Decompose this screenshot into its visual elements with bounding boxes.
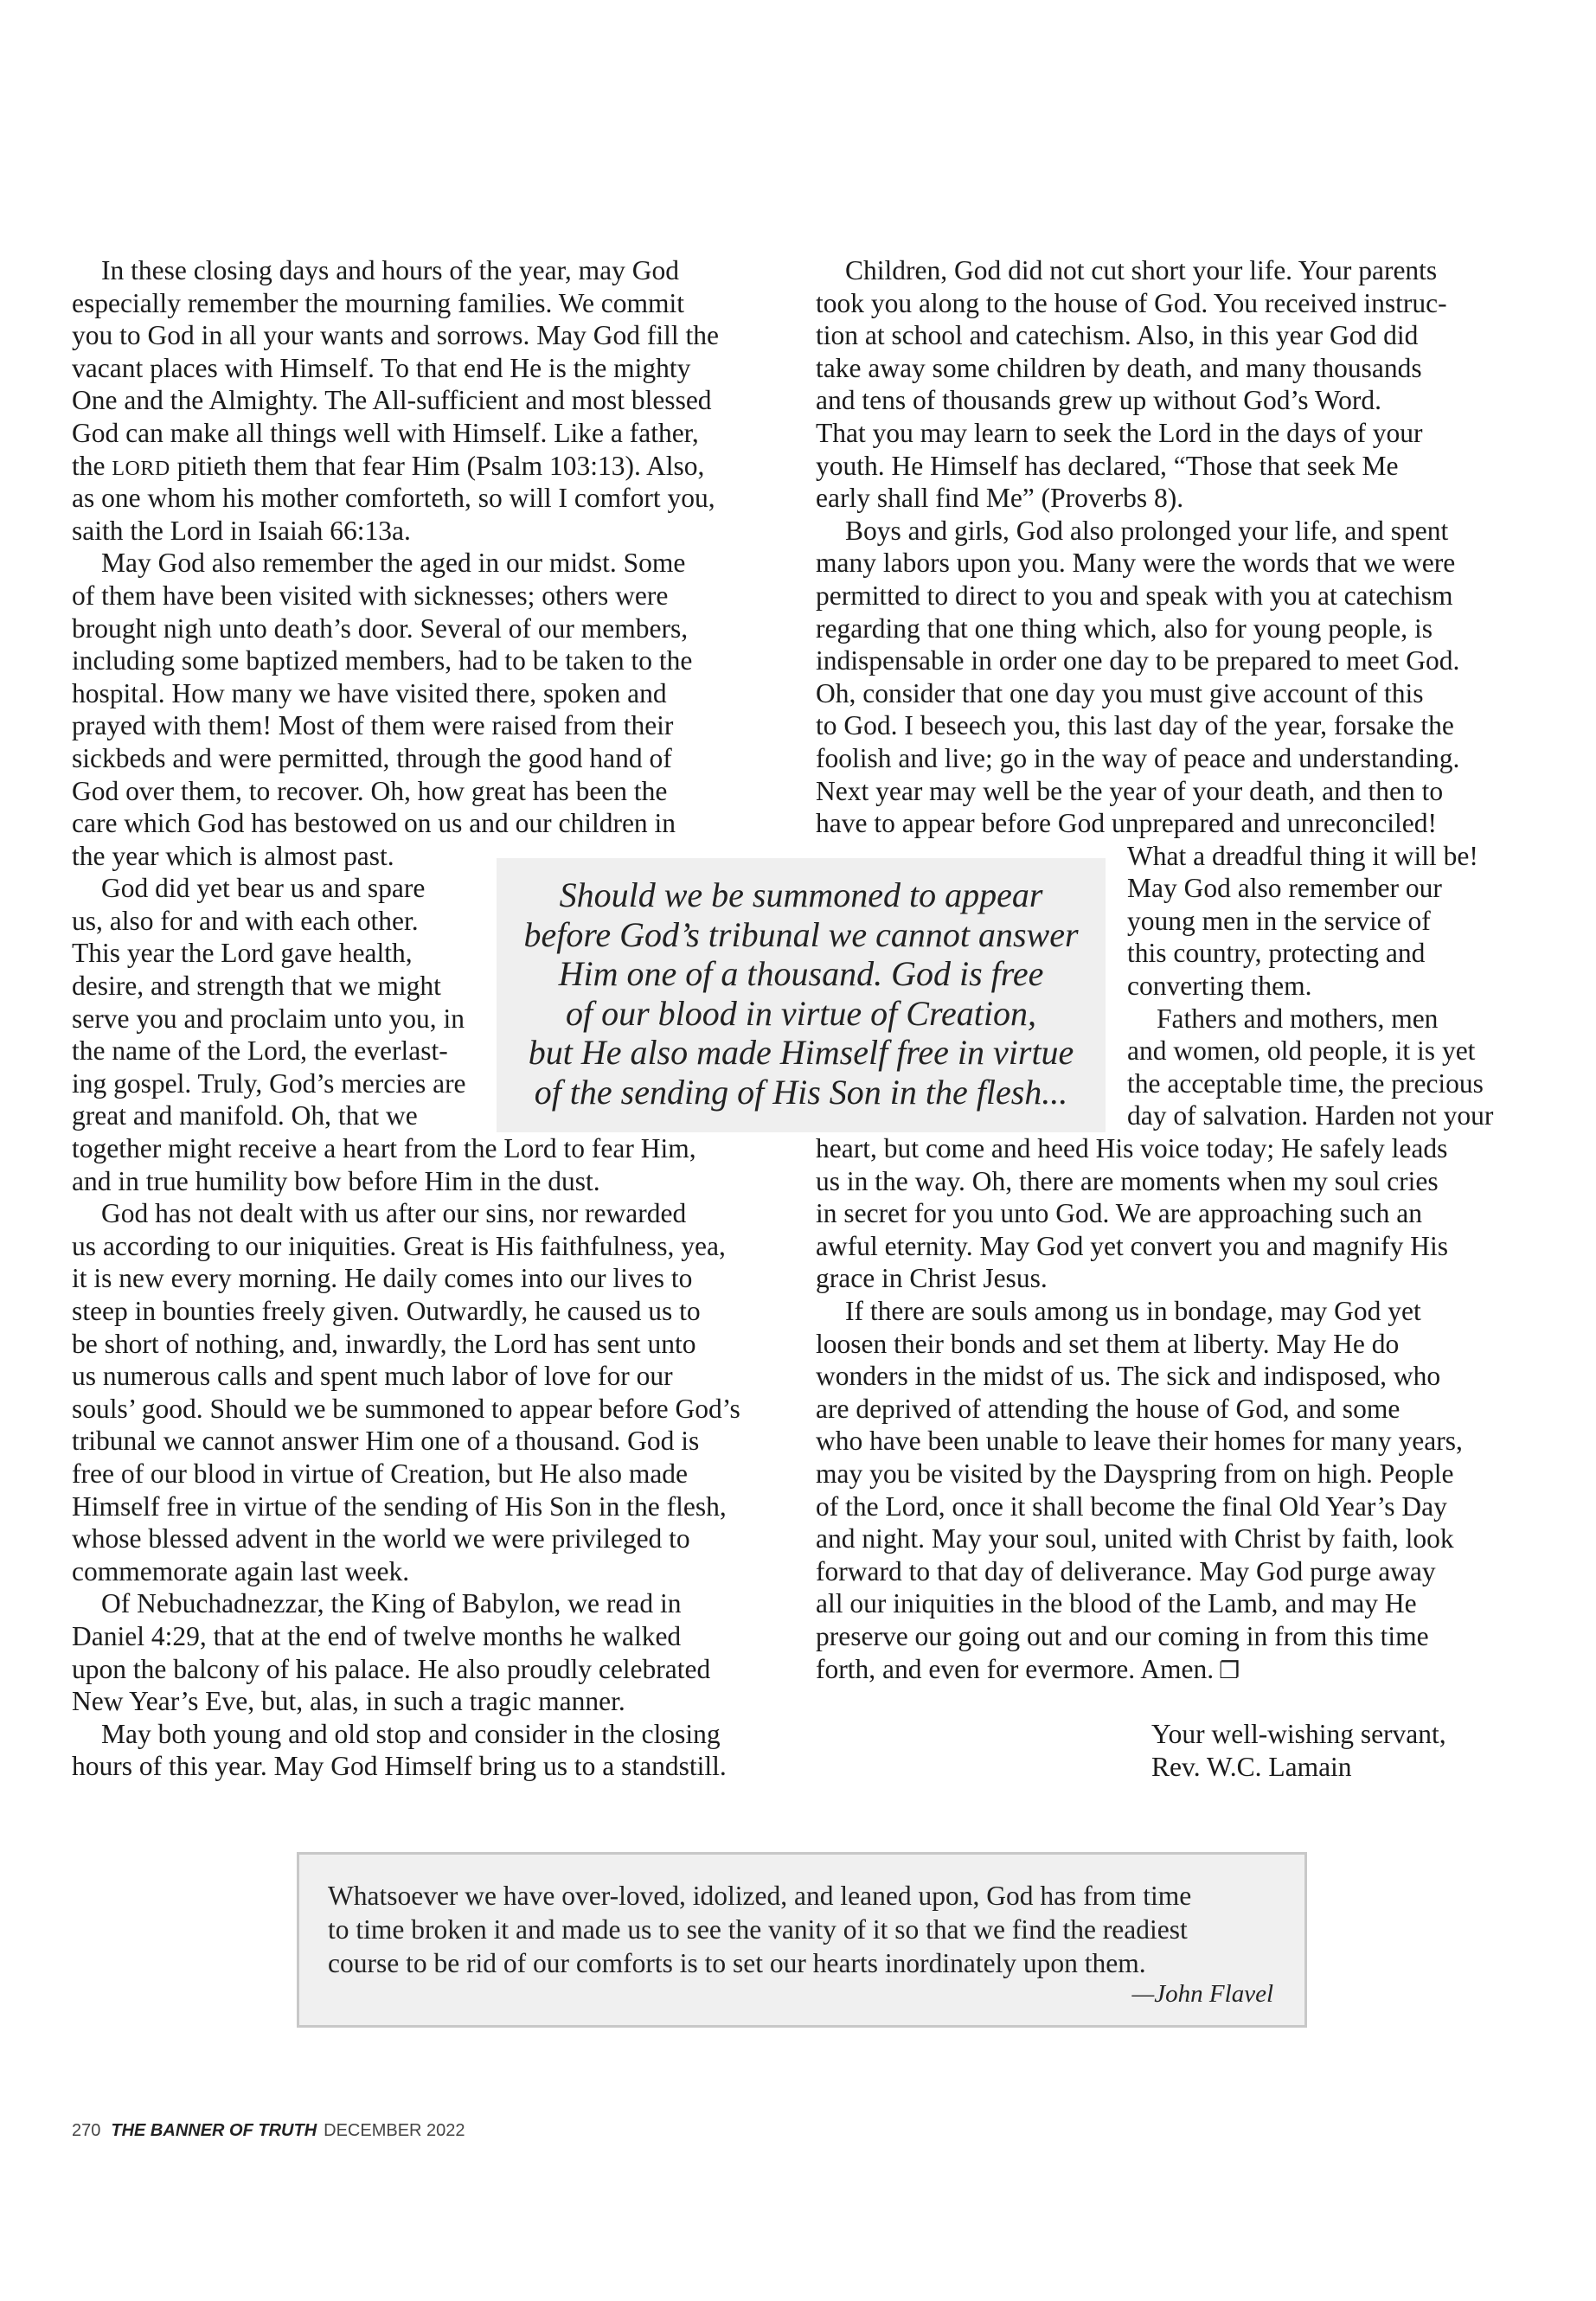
text-line: as one whom his mother comforteth, so will I comfort you, <box>72 483 715 514</box>
text-line: saith the Lord in Isaiah 66:13a. <box>72 515 411 546</box>
text-line: and in true humility bow before Him in the dust. <box>72 1165 600 1196</box>
paragraph-mourning-families <box>72 254 790 547</box>
text-line: sickbeds and were permitted, through the good hand of <box>72 742 672 773</box>
quote-attribution: —John Flavel <box>1131 1980 1273 2008</box>
pull-quote <box>497 858 1106 1132</box>
text-line: Himself free in virtue of the sending of His Son in the flesh, <box>72 1490 727 1522</box>
text-line: If there are souls among us in bondage, may God yet <box>845 1296 1421 1326</box>
text-line: That you may learn to seek the Lord in the days of your <box>816 417 1423 448</box>
text-line: tion at school and catechism. Also, in this year God did <box>816 320 1419 351</box>
text-line: indispensable in order one day to be prepared to meet God. <box>816 645 1460 676</box>
text-line: especially remember the mourning families. We commit <box>72 287 685 318</box>
end-of-article-icon: ❐ <box>1219 1657 1240 1684</box>
text-line: loosen their bonds and set them at liberty. May He do <box>816 1328 1400 1359</box>
text-line: steep in bounties freely given. Outwardly, he caused us to <box>72 1296 701 1326</box>
text-line: us in the way. Oh, there are moments when my soul cries <box>816 1165 1439 1196</box>
text-line: ing gospel. Truly, God’s mercies are <box>72 1067 466 1099</box>
text-line: the name of the Lord, the everlast- <box>72 1035 448 1067</box>
text-line: forward to that day of deliverance. May God purge away <box>816 1555 1436 1586</box>
pull-quote-line: Him one of a thousand. God is free <box>558 954 1044 993</box>
text-line: care which God has bestowed on us and our children in <box>72 808 676 839</box>
text-line: be short of nothing, and, inwardly, the Lord has sent unto <box>72 1328 696 1359</box>
text-line: youth. He Himself has declared, “Those that seek Me <box>816 450 1399 481</box>
text-line: it is new every morning. He daily comes into our lives to <box>72 1263 693 1294</box>
text-line: Next year may well be the year of your death, and then to <box>816 775 1444 806</box>
text-line: God did yet bear us and spare <box>101 873 426 904</box>
text-line: us according to our iniquities. Great is His faithfulness, yea, <box>72 1230 726 1261</box>
quote-line: course to be rid of our comforts is to set our hearts inordinately upon them. <box>328 1948 1146 1978</box>
text-line: serve you and proclaim unto you, in <box>72 1003 465 1034</box>
small-caps-lord: LORD <box>112 457 170 480</box>
text-line: Fathers and mothers, men <box>1157 1003 1439 1034</box>
text-line: together might receive a heart from the Lord to fear Him, <box>72 1133 696 1164</box>
text-line: hours of this year. May God Himself bring us to a standstill. <box>72 1751 727 1782</box>
text-line: Boys and girls, God also prolonged your life, and spent <box>845 515 1449 546</box>
text-line: you to God in all your wants and sorrows. May God fill the <box>72 320 720 351</box>
flavel-quote-box <box>297 1852 1307 2028</box>
text-line <box>72 450 790 483</box>
signature-closing: Your well-wishing servant, <box>1151 1719 1446 1749</box>
publication-name: THE BANNER OF TRUTH <box>111 2121 317 2140</box>
text-line: regarding that one thing which, also for young people, is <box>816 612 1433 644</box>
quote-line: to time broken it and made us to see the vanity of it so that we find the readiest <box>328 1914 1188 1945</box>
text-line: and night. May your soul, united with Christ by faith, look <box>816 1523 1454 1554</box>
text-line: in secret for you unto God. We are approaching such an <box>816 1198 1423 1229</box>
text-line: grace in Christ Jesus. <box>816 1263 1048 1294</box>
page-number: 270 <box>72 2121 101 2140</box>
page-footer <box>72 2121 465 2141</box>
paragraph-not-dealt-after-sins <box>72 1197 790 1587</box>
text-line: early shall find Me” (Proverbs 8). <box>816 483 1184 514</box>
text-line: permitted to direct to you and speak with you at catechism <box>816 580 1453 611</box>
text-line: took you along to the house of God. You received instruc- <box>816 287 1447 318</box>
text-line: souls’ good. Should we be summoned to appear before God’s <box>72 1393 740 1424</box>
text-line: whose blessed advent in the world we were privileged to <box>72 1523 690 1554</box>
paragraph-nebuchadnezzar <box>72 1587 790 1717</box>
text-line: take away some children by death, and many thousands <box>816 352 1422 383</box>
text-line: the year which is almost past. <box>72 840 394 871</box>
signature-name: Rev. W.C. Lamain <box>1151 1751 1352 1782</box>
text-line: prayed with them! Most of them were raised from their <box>72 710 674 741</box>
text-line: tribunal we cannot answer Him one of a thousand. God is <box>72 1426 700 1457</box>
text-line: and women, old people, it is yet <box>1127 1035 1476 1067</box>
text-line: who have been unable to leave their homes for many years, <box>816 1426 1463 1457</box>
text-line: including some baptized members, had to be taken to the <box>72 645 693 676</box>
paragraph-souls-in-bondage <box>816 1295 1534 1685</box>
pull-quote-line: of our blood in virtue of Creation, <box>565 993 1037 1033</box>
text-line: One and the Almighty. The All-sufficient and most blessed <box>72 385 712 416</box>
text-line: of the Lord, once it shall become the final Old Year’s Day <box>816 1490 1447 1522</box>
pull-quote-text <box>497 875 1106 1112</box>
text-line: wonders in the midst of us. The sick and indisposed, who <box>816 1361 1441 1392</box>
pull-quote-line: Should we be summoned to appear <box>559 875 1043 914</box>
text-line: heart, but come and heed His voice today; He safely leads <box>816 1133 1448 1164</box>
text-line: this country, protecting and <box>1127 938 1426 969</box>
text-line: God over them, to recover. Oh, how great has been the <box>72 775 668 806</box>
text-fragment: the <box>72 450 112 481</box>
quote-line: Whatsoever we have over-loved, idolized, and leaned upon, God has from time <box>328 1881 1192 1911</box>
text-line: Of Nebuchadnezzar, the King of Babylon, we read in <box>101 1588 682 1619</box>
text-line: converting them. <box>1127 971 1312 1002</box>
issue-date: DECEMBER 2022 <box>324 2121 465 2140</box>
text-line <box>816 1653 1534 1686</box>
text-line: are deprived of attending the house of God, and some <box>816 1393 1401 1424</box>
paragraph-young-and-old <box>72 1718 790 1783</box>
text-line: What a dreadful thing it will be! <box>1127 840 1478 871</box>
pull-quote-line: before God’s tribunal we cannot answer <box>523 914 1079 954</box>
text-line: Oh, consider that one day you must give account of this <box>816 677 1424 708</box>
text-line: This year the Lord gave health, <box>72 938 413 969</box>
text-line: Daniel 4:29, that at the end of twelve months he walked <box>72 1620 682 1651</box>
text-line: awful eternity. May God yet convert you and magnify His <box>816 1230 1449 1261</box>
text-fragment: pitieth them that fear Him (Psalm 103:13). Also, <box>170 450 705 481</box>
text-line: brought nigh unto death’s door. Several of our members, <box>72 612 689 644</box>
paragraph-aged <box>72 547 790 872</box>
text-line: God can make all things well with Himself. Like a father, <box>72 417 699 448</box>
text-fragment: forth, and even for evermore. Amen. <box>816 1653 1215 1684</box>
text-line: New Year’s Eve, but, alas, in such a tragic manner. <box>72 1686 625 1717</box>
text-line: May both young and old stop and consider in the closing <box>101 1718 721 1749</box>
pull-quote-line: of the sending of His Son in the flesh... <box>534 1072 1068 1112</box>
text-line: May God also remember the aged in our midst. Some <box>101 548 686 579</box>
paragraph-children <box>816 254 1534 515</box>
text-line: foolish and live; go in the way of peace and understanding. <box>816 742 1460 773</box>
text-line: hospital. How many we have visited there, spoken and <box>72 677 667 708</box>
text-line: the acceptable time, the precious <box>1127 1067 1484 1099</box>
text-line: us numerous calls and spent much labor of love for our <box>72 1361 673 1392</box>
text-line: great and manifold. Oh, that we <box>72 1100 418 1131</box>
text-line: all our iniquities in the blood of the Lamb, and may He <box>816 1588 1417 1619</box>
text-line: us, also for and with each other. <box>72 905 419 936</box>
text-line: desire, and strength that we might <box>72 971 441 1002</box>
text-line: may you be visited by the Dayspring from on high. People <box>816 1458 1454 1489</box>
pull-quote-line: but He also made Himself free in virtue <box>528 1033 1074 1072</box>
text-line: commemorate again last week. <box>72 1555 410 1586</box>
text-line: In these closing days and hours of the year, may God <box>101 255 679 285</box>
text-line: many labors upon you. Many were the words that we were <box>816 548 1456 579</box>
text-line: upon the balcony of his palace. He also proudly celebrated <box>72 1653 711 1684</box>
text-line: young men in the service of <box>1127 905 1431 936</box>
flavel-quote-text <box>328 1879 1191 1980</box>
text-line: vacant places with Himself. To that end He is the mighty <box>72 352 691 383</box>
text-line: God has not dealt with us after our sins, nor rewarded <box>101 1198 687 1229</box>
signature-block <box>1151 1718 1446 1783</box>
text-line: day of salvation. Harden not your <box>1127 1100 1494 1131</box>
text-line: to God. I beseech you, this last day of the year, forsake the <box>816 710 1454 741</box>
text-line: free of our blood in virtue of Creation, but He also made <box>72 1458 689 1489</box>
text-line: and tens of thousands grew up without God’s Word. <box>816 385 1381 416</box>
text-line: of them have been visited with sicknesses; others were <box>72 580 669 611</box>
text-line: Children, God did not cut short your life. Your parents <box>845 255 1438 285</box>
text-line: May God also remember our <box>1127 873 1442 904</box>
text-line: have to appear before God unprepared and unreconciled! <box>816 808 1438 839</box>
text-line: preserve our going out and our coming in from this time <box>816 1620 1429 1651</box>
